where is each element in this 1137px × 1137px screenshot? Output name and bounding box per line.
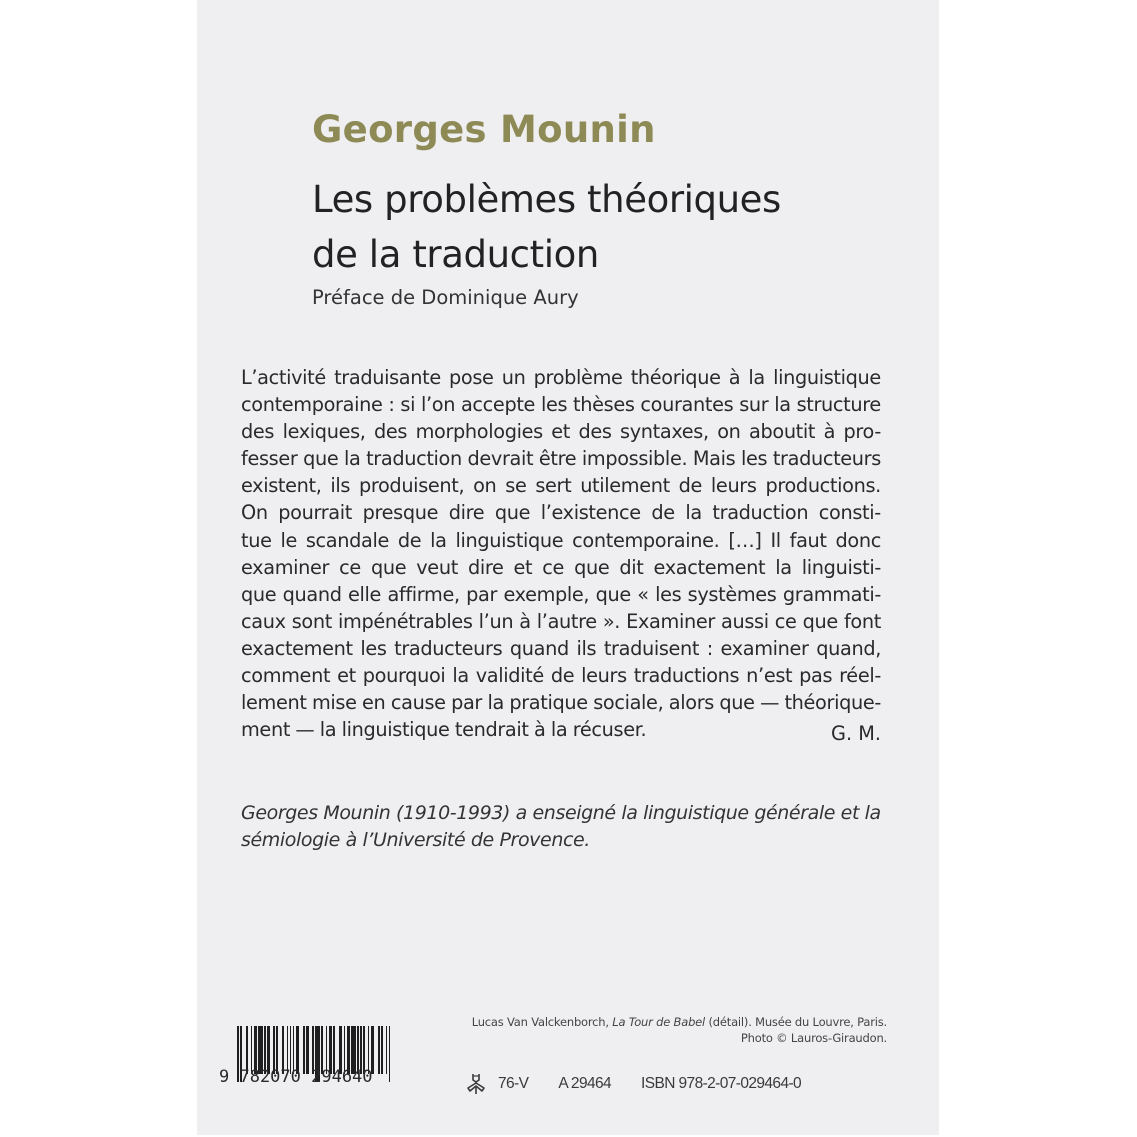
bio-line: Georges Mounin (1910-1993) a enseigné la linguistique générale et la (241, 802, 881, 824)
credit-line-1 (472, 1014, 887, 1030)
blurb-line: examiner ce que veut dire et ce que dit exactement la linguisti- (241, 555, 881, 579)
blurb-line: existent, ils produisent, on se sert utilement de leurs productions. (241, 474, 881, 498)
blurb-line: fesser que la traduction devrait être impossible. Mais les traducteurs (241, 447, 881, 471)
author-bio (241, 800, 891, 854)
blurb-line: ment — la linguistique tendrait à la récuser. (241, 718, 647, 742)
credit-photo: Photo © Lauros-Giraudon. (740, 1031, 887, 1045)
blurb-line: caux sont impénétrables l’un à l’autre ». Examiner aussi ce que font (241, 609, 881, 633)
blurb-line: que quand elle affirme, par exemple, que « les systèmes grammati- (241, 582, 881, 606)
credit-artwork: La Tour de Babel (612, 1015, 706, 1029)
book-back-cover (197, 0, 939, 1135)
title-line: de la traduction (312, 233, 599, 276)
preface-credit: Préface de Dominique Aury (312, 286, 579, 309)
credit-location: (détail). Musée du Louvre, Paris. (705, 1015, 887, 1029)
bio-line: sémiologie à l’Université de Provence. (241, 829, 590, 851)
article-number: A 29464 (558, 1075, 612, 1092)
blurb-line: tue le scandale de la linguistique contemporaine. […] Il faut donc (241, 528, 881, 552)
blurb-line: contemporaine : si l’on accepte les thèses courantes sur la structure (241, 393, 881, 417)
blurb-line: lement mise en cause par la pratique sociale, alors que — théorique- (241, 691, 881, 715)
title-line: Les problèmes théoriques (312, 178, 781, 221)
publisher-info-row (464, 1072, 801, 1096)
barcode-digits: 9 782070 294640 (219, 1067, 373, 1087)
blurb-line: On pourrait presque dire que l’existence de la traduction consti- (241, 501, 881, 525)
blurb-line: des lexiques, des morphologies et des syntaxes, on aboutit à pro- (241, 420, 881, 444)
blurb-text (241, 364, 881, 743)
book-title (312, 172, 781, 282)
image-credit (472, 1014, 887, 1046)
collection-code: 76-V (498, 1075, 529, 1092)
blurb-signature: G. M. (831, 722, 881, 745)
credit-painter: Lucas Van Valckenborch, (471, 1015, 613, 1029)
isbn: ISBN 978-2-07-029464-0 (641, 1075, 802, 1092)
blurb-line: L’activité traduisante pose un problème théorique à la linguistique (241, 366, 881, 389)
publisher-logo-icon (464, 1072, 488, 1096)
author-name: Georges Mounin (312, 108, 656, 151)
blurb-line: exactement les traducteurs quand ils traduisent : examiner quand, (241, 636, 881, 660)
blurb-line: comment et pourquoi la validité de leurs traductions n’est pas réel- (241, 664, 881, 688)
